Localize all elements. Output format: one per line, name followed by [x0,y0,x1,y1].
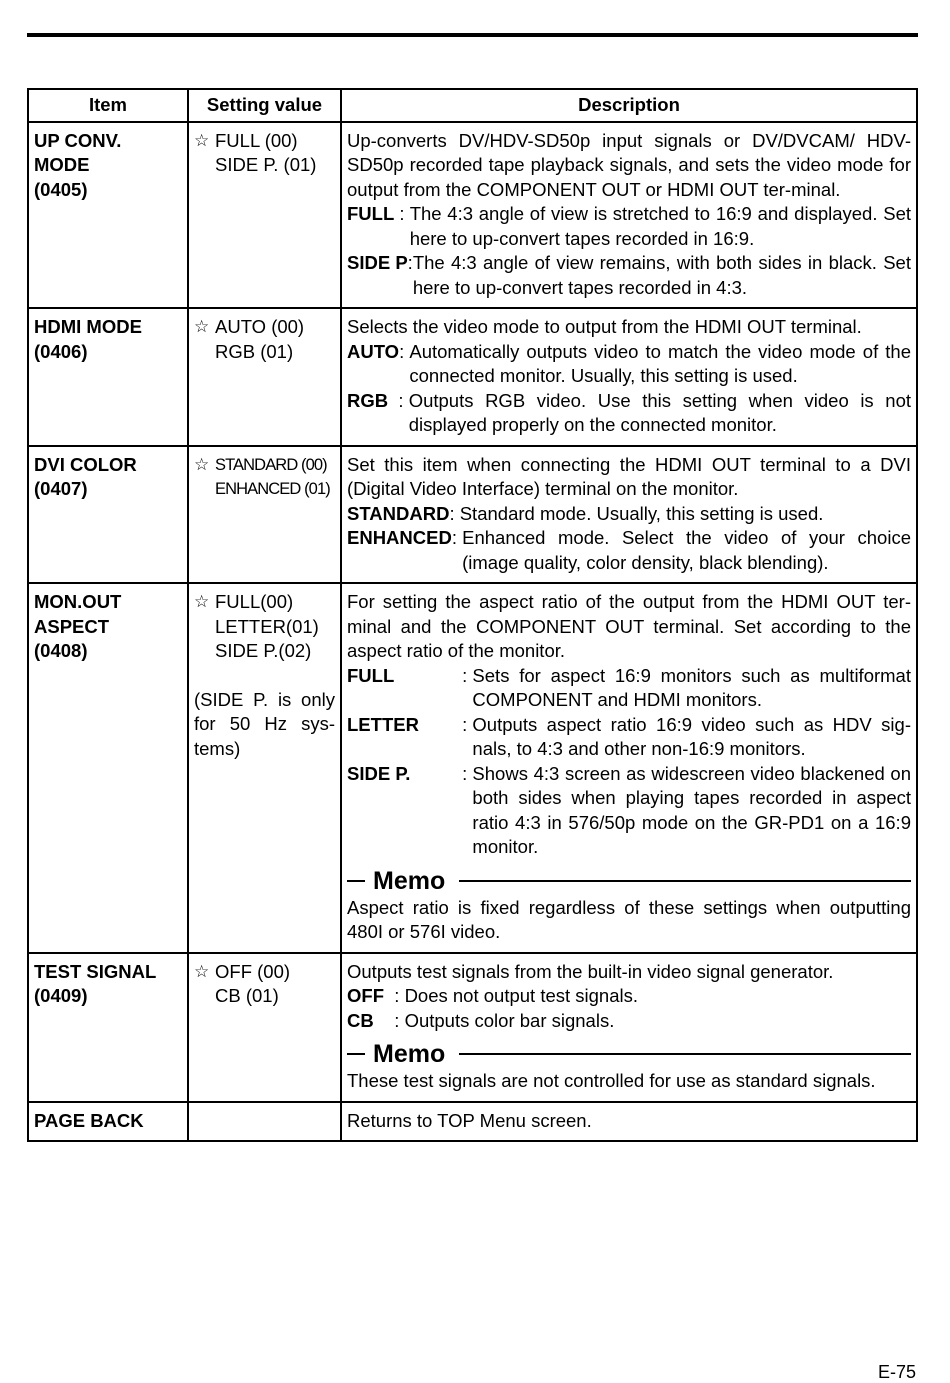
option-line: CB : Outputs color bar signals. [347,1009,911,1034]
setting-option [194,960,335,985]
top-rule [27,33,918,37]
setting-value: RGB (01) [215,340,294,362]
option-line: SIDE P : The 4:3 angle of view remains, with both sides in black. Set here to up-convert tapes recorded in 4:3. [347,251,911,300]
setting-cell [188,308,341,446]
item-name: TEST SIGNAL (0409) [34,960,157,1006]
star-default-icon: ☆ [194,317,210,337]
setting-cell [188,583,341,953]
description-text: Selects the video mode to output from the HDMI OUT terminal. [347,316,862,337]
description-cell [341,308,917,446]
memo-box [347,866,911,945]
option-text: Standard mode. Usually, this setting is used. [459,502,824,524]
setting-cell [188,446,341,584]
setting-value: SIDE P. (01) [215,154,317,175]
setting-value: OFF (00) [215,960,291,982]
option-key: FULL [347,664,395,686]
setting-value: SIDE P.(02) [215,640,312,661]
option-key: LETTER [347,713,419,735]
item-cell [28,446,188,584]
item-cell [28,308,188,446]
description-cell [341,583,917,953]
setting-option [194,639,335,664]
description-text: Set this item when connecting the HDMI OUT terminal to a DVI (Digital Video Interface) terminal on the monitor. [347,453,911,499]
description-text: Outputs test signals from the built-in video signal generator. [347,960,834,982]
option-text: Shows 4:3 screen as widescreen video blackened on both sides when playing tapes recorded in aspect ratio 4:3 in 576/50p mode on the GR-PD1 on a 16:9 monitor. [472,762,911,857]
description-cell [341,1102,917,1142]
setting-value: LETTER(01) [215,615,319,637]
item-cell [28,122,188,309]
option-text: Outputs color bar signals. [404,1009,615,1031]
table-row [28,583,917,953]
option-key: CB [347,1009,374,1031]
memo-title: Memo [373,1040,446,1068]
setting-option [194,984,335,1009]
table-row [28,122,917,309]
table-row [28,446,917,584]
setting-note: (SIDE P. is only for 50 Hz sys-tems) [194,688,335,759]
item-cell [28,953,188,1102]
option-text: Does not output test signals. [404,985,639,1006]
setting-value: STANDARD (00) [215,455,327,474]
star-default-icon: ☆ [194,454,210,475]
setting-value: FULL(00) [215,591,294,612]
option-key: STANDARD [347,502,450,524]
description-cell [341,953,917,1102]
option-line: FULL : Sets for aspect 16:9 monitors such as multiformat COMPONENT and HDMI monitors. [347,664,911,713]
option-text: Outputs RGB video. Use this setting when video is not displayed properly on the connected monitor. [408,389,911,435]
memo-header [347,866,911,896]
setting-option [194,153,335,178]
setting-value: FULL (00) [215,129,298,151]
setting-option [194,615,335,640]
option-line: SIDE P. : Shows 4:3 screen as widescreen video blackened on both sides when playing tapes recorded in aspect ratio 4:3 in 576/50p mode on the GR-PD1 on a 16:9 monitor. [347,762,911,860]
option-key: RGB [347,389,389,411]
option-key: ENHANCED [347,527,452,548]
option-key: SIDE P. [347,762,411,784]
item-cell [28,583,188,953]
setting-option [194,340,335,365]
setting-option [194,315,335,340]
option-key: FULL [347,203,395,224]
memo-box [347,1039,911,1094]
item-name: PAGE BACK [34,1109,144,1131]
star-default-icon: ☆ [194,961,210,982]
item-name: UP CONV. MODE (0405) [34,129,122,200]
description-text: Returns to TOP Menu screen. [347,1109,592,1131]
item-name: MON.OUT ASPECT (0408) [34,591,122,661]
option-text: Automatically outputs video to match the video mode of the connected monitor. Usually, this setting is used. [409,340,911,386]
option-line: FULL : The 4:3 angle of view is stretched to 16:9 and displayed. Set here to up-convert tapes recorded in 16:9. [347,202,911,251]
description-cell [341,122,917,309]
memo-title: Memo [373,866,446,895]
setting-option [194,129,335,154]
page-number: E-75 [877,1362,916,1382]
table-row [28,1102,917,1142]
option-line: RGB : Outputs RGB video. Use this setting when video is not displayed properly on the connected monitor. [347,389,911,438]
option-text: Outputs aspect ratio 16:9 video such as HDV sig-nals, to 4:3 and other non-16:9 monitors. [472,713,911,759]
option-line: AUTO : Automatically outputs video to match the video mode of the connected monitor. Usually, this setting is used. [347,340,911,389]
option-text: The 4:3 angle of view remains, with both sides in black. Set here to up-convert tapes recorded in 4:3. [412,252,911,298]
description-text: For setting the aspect ratio of the output from the HDMI OUT ter-minal and the COMPONENT OUT terminal. Set according to the aspect ratio of the monitor. [347,591,911,661]
table-row [28,308,917,446]
star-default-icon: ☆ [194,130,210,151]
setting-option [194,477,335,502]
setting-option [194,453,335,478]
option-text: Enhanced mode. Select the video of your choice (image quality, color density, black blending). [462,527,911,573]
memo-text: Aspect ratio is fixed regardless of these settings when outputting 480I or 576I video. [347,896,911,942]
item-name: DVI COLOR (0407) [34,453,137,499]
memo-header [347,1039,911,1069]
header-item: Item [28,89,188,122]
option-line: OFF : Does not output test signals. [347,984,911,1009]
option-text: Sets for aspect 16:9 monitors such as multiformat COMPONENT and HDMI monitors. [472,664,911,710]
option-line: LETTER : Outputs aspect ratio 16:9 video such as HDV sig-nals, to 4:3 and other non-16:9 monitors. [347,713,911,762]
item-name: HDMI MODE (0406) [34,316,142,362]
option-line: STANDARD : Standard mode. Usually, this setting is used. [347,502,911,527]
setting-value: AUTO (00) [215,316,305,337]
description-text: Up-converts DV/HDV-SD50p input signals or DV/DVCAM/ HDV-SD50p recorded tape playback signals, and sets the video mode for output from the COMPONENT OUT or HDMI OUT ter-minal. [347,129,911,200]
header-setting-value: Setting value [188,89,341,122]
star-default-icon: ☆ [194,592,210,612]
option-key: SIDE P [347,252,408,273]
option-text: The 4:3 angle of view is stretched to 16:9 and displayed. Set here to up-convert tapes recorded in 16:9. [409,203,911,249]
setting-value: ENHANCED (01) [215,480,330,498]
description-cell [341,446,917,584]
table-header-row [28,89,917,122]
item-cell [28,1102,188,1142]
option-line: ENHANCED : Enhanced mode. Select the video of your choice (image quality, color density, black blending). [347,526,911,575]
setting-cell [188,953,341,1102]
option-key: AUTO [347,340,400,362]
memo-text: These test signals are not controlled for use as standard signals. [347,1070,876,1091]
setting-cell [188,122,341,309]
setting-cell [188,1102,341,1142]
setting-value: CB (01) [215,985,279,1006]
option-key: OFF [347,985,384,1006]
header-description: Description [341,89,917,122]
settings-table [27,88,918,1142]
setting-option [194,590,335,615]
table-row [28,953,917,1102]
